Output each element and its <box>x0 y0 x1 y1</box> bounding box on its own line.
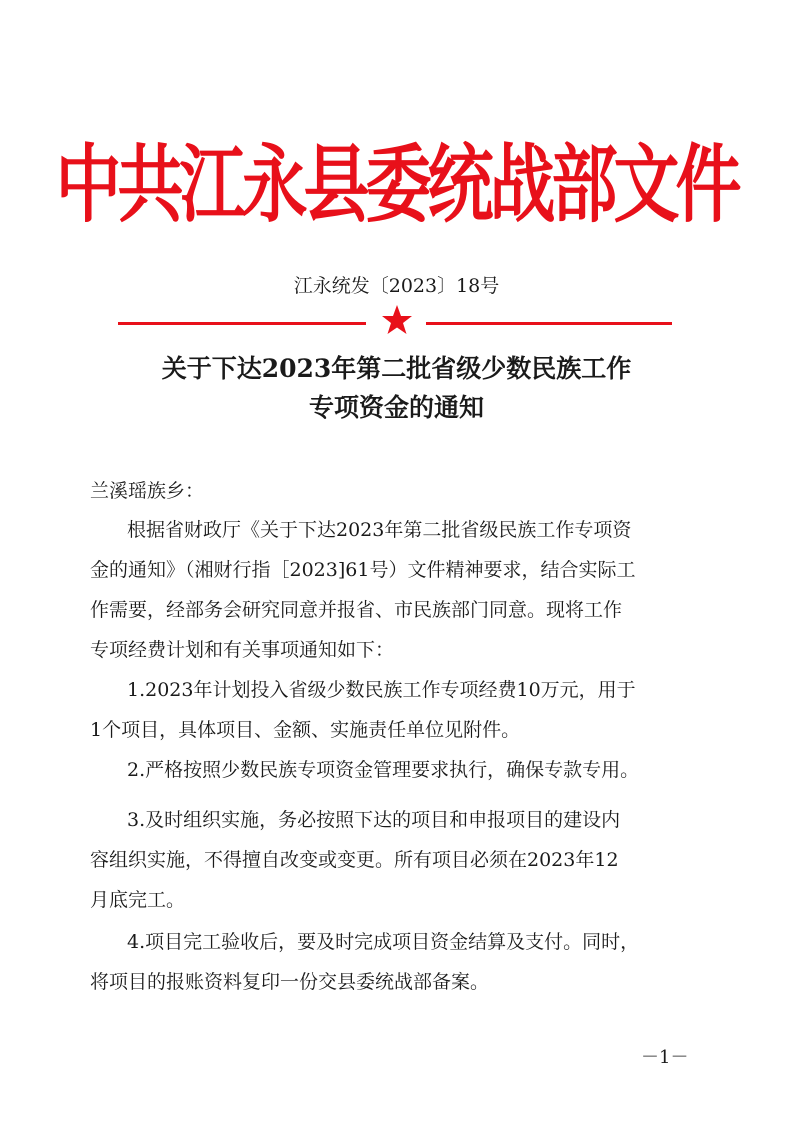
document-title-line-2: 专项资金的通知 <box>308 393 484 422</box>
addressee: 兰溪瑶族乡： <box>90 480 205 502</box>
red-header-title: 中共江永县委统战部文件 <box>55 134 738 235</box>
page-number: －1－ <box>641 1047 689 1068</box>
body-line: 1个项目，具体项目、金额、实施责任单位见附件。 <box>90 719 521 741</box>
body-line: 3.及时组织实施，务必按照下达的项目和申报项目的建设内 <box>127 809 621 831</box>
body-line: 月底完工。 <box>90 889 186 911</box>
body-line: 作需要，经部务会研究同意并报省、市民族部门同意。现将工作 <box>90 599 623 621</box>
body-line: 金的通知》（湘财行指［2023]61号）文件精神要求，结合实际工 <box>90 559 636 581</box>
body-line: 专项经费计划和有关事项通知如下： <box>90 639 395 661</box>
body-line: 1.2023年计划投入省级少数民族工作专项经费10万元，用于 <box>127 679 636 701</box>
body-line: 根据省财政厅《关于下达2023年第二批省级民族工作专项资 <box>127 519 632 541</box>
body-line: 2.严格按照少数民族专项资金管理要求执行，确保专款专用。 <box>127 759 640 781</box>
document-number: 江永统发〔2023〕18号 <box>293 275 500 297</box>
red-divider-right <box>426 322 672 325</box>
body-line: 将项目的报账资料复印一份交县委统战部备案。 <box>90 971 490 993</box>
document-title-line-1: 关于下达2023年第二批省级少数民族工作 <box>161 354 632 383</box>
body-line: 容组织实施，不得擅自改变或变更。所有项目必须在2023年12 <box>90 849 619 871</box>
body-line: 4.项目完工验收后，要及时完成项目资金结算及支付。同时， <box>127 931 640 953</box>
red-star-icon <box>380 303 414 337</box>
red-divider-left <box>118 322 366 325</box>
